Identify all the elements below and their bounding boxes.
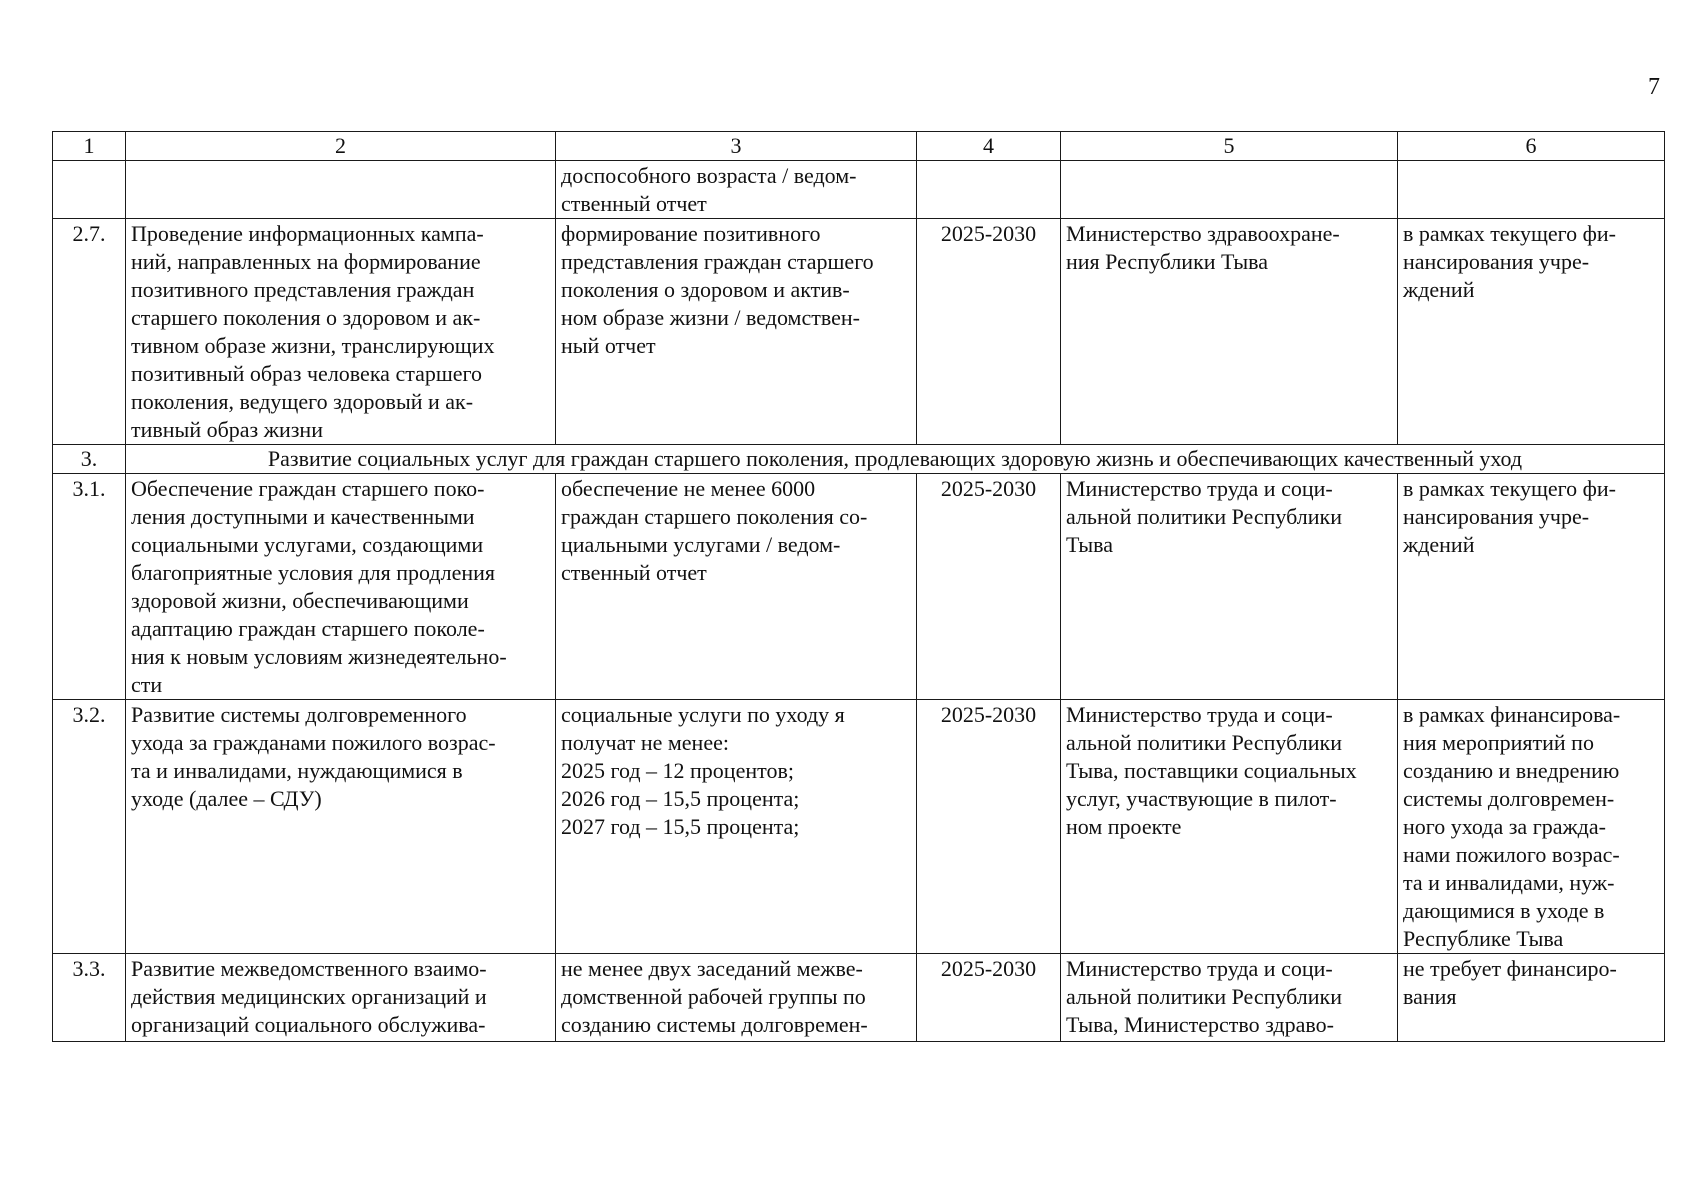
section-number: 3.: [53, 445, 126, 474]
table-row-3-2: [53, 700, 1665, 954]
responsible-cell: Министерство труда и соци- альной политики Республики Тыва, Министерство здраво-: [1061, 954, 1398, 1042]
period-cell: 2025-2030: [917, 700, 1061, 954]
column-header-4: 4: [917, 132, 1061, 161]
result-cell: социальные услуги по уходу я получат не менее: 2025 год – 12 процентов; 2026 год – 15,5 процента; 2027 год – 15,5 процента;: [556, 700, 917, 954]
activity-cell: Проведение информационных кампа- ний, направленных на формирование позитивного представления граждан старшего поколения о здоровом и ак- тивном образе жизни, транслирующих позитивный образ человека старшего поколения, ведущего здоровый и ак- тивный образ жизни: [126, 219, 556, 445]
column-header-5: 5: [1061, 132, 1398, 161]
row-number: 2.7.: [53, 219, 126, 445]
financing-cell: в рамках текущего фи- нансирования учре- ждений: [1398, 474, 1665, 700]
row-number: [53, 161, 126, 219]
period-cell: 2025-2030: [917, 474, 1061, 700]
column-header-6: 6: [1398, 132, 1665, 161]
activity-cell: Обеспечение граждан старшего поко- ления доступными и качественными социальными услугами, создающими благоприятные условия для продления здоровой жизни, обеспечивающими адаптацию граждан старшего поколе- ния к новым условиям жизнедеятельно- сти: [126, 474, 556, 700]
activity-cell: Развитие системы долговременного ухода за гражданами пожилого возрас- та и инвалидами, нуждающимися в уходе (далее – СДУ): [126, 700, 556, 954]
period-cell: [917, 161, 1061, 219]
section-title: Развитие социальных услуг для граждан старшего поколения, продлевающих здоровую жизнь и обеспечивающих качественный уход: [126, 445, 1665, 474]
row-number: 3.3.: [53, 954, 126, 1042]
financing-cell: в рамках текущего фи- нансирования учре- ждений: [1398, 219, 1665, 445]
table-header-row: [53, 132, 1665, 161]
table-row-3-1: [53, 474, 1665, 700]
column-header-1: 1: [53, 132, 126, 161]
activity-cell: Развитие межведомственного взаимо- действия медицинских организаций и организаций социального обслужива-: [126, 954, 556, 1042]
responsible-cell: Министерство труда и соци- альной политики Республики Тыва, поставщики социальных услуг, участвующие в пилот- ном проекте: [1061, 700, 1398, 954]
section-row-3: [53, 445, 1665, 474]
table-row-3-3: [53, 954, 1665, 1042]
financing-cell: [1398, 161, 1665, 219]
financing-cell: не требует финансиро- вания: [1398, 954, 1665, 1042]
result-cell: не менее двух заседаний межве- домственной рабочей группы по созданию системы долговремен-: [556, 954, 917, 1042]
measures-table: [52, 131, 1665, 1042]
result-cell: обеспечение не менее 6000 граждан старшего поколения со- циальными услугами / ведом- ственный отчет: [556, 474, 917, 700]
result-cell: формирование позитивного представления граждан старшего поколения о здоровом и актив- ном образе жизни / ведомствен- ный отчет: [556, 219, 917, 445]
activity-cell: [126, 161, 556, 219]
period-cell: 2025-2030: [917, 954, 1061, 1042]
column-header-3: 3: [556, 132, 917, 161]
responsible-cell: [1061, 161, 1398, 219]
responsible-cell: Министерство здравоохране- ния Республики Тыва: [1061, 219, 1398, 445]
page-number: 7: [1648, 74, 1660, 100]
row-number: 3.1.: [53, 474, 126, 700]
table-row-2-7: [53, 219, 1665, 445]
result-cell: доспособного возраста / ведом- ственный отчет: [556, 161, 917, 219]
row-number: 3.2.: [53, 700, 126, 954]
column-header-2: 2: [126, 132, 556, 161]
period-cell: 2025-2030: [917, 219, 1061, 445]
table-row-continuation: [53, 161, 1665, 219]
financing-cell: в рамках финансирова- ния мероприятий по созданию и внедрению системы долговремен- ного ухода за гражда- нами пожилого возрас- та и инвалидами, нуж- дающимися в уходе в Республике Тыва: [1398, 700, 1665, 954]
responsible-cell: Министерство труда и соци- альной политики Республики Тыва: [1061, 474, 1398, 700]
